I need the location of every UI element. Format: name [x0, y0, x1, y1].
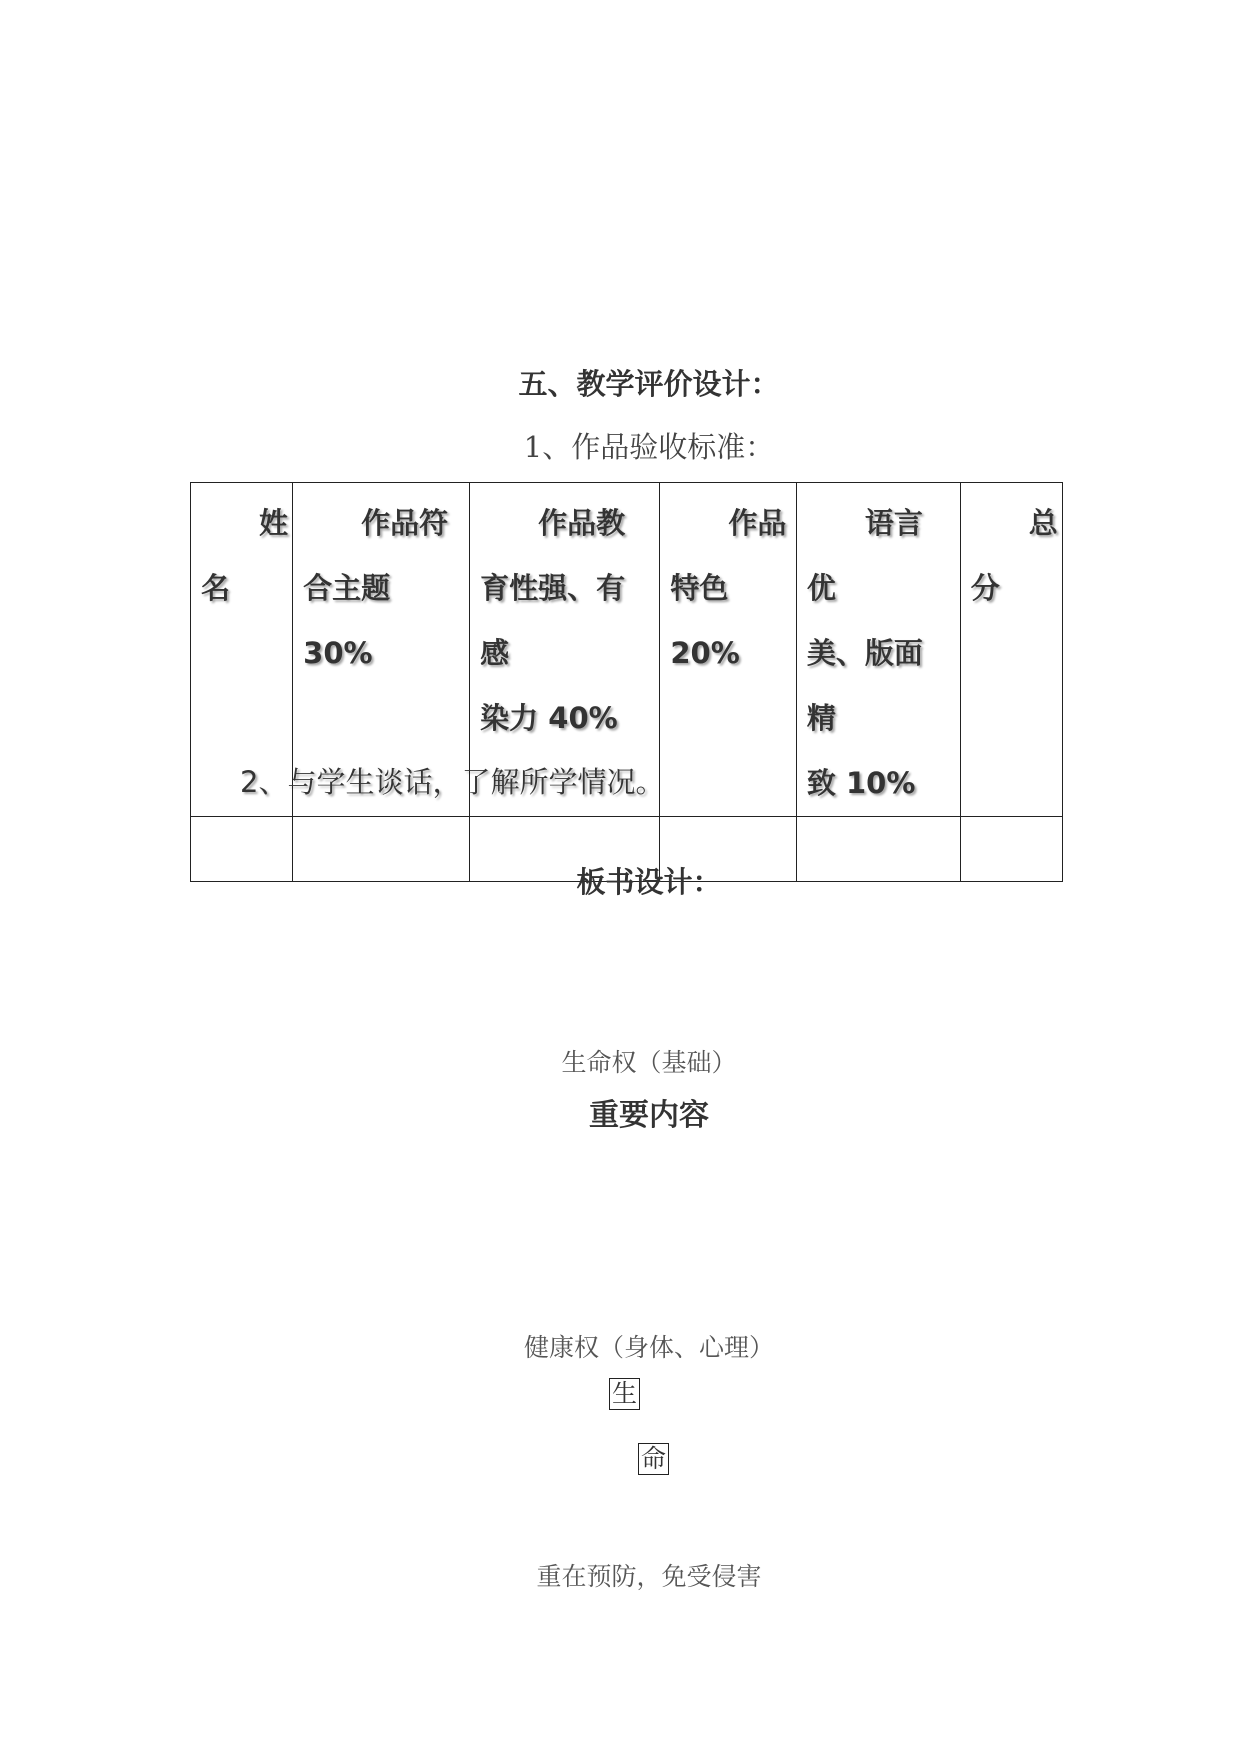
header-cell-total: 总 分: [960, 483, 1062, 817]
criteria-title: 1、作品验收标准：: [523, 430, 775, 464]
header-cell-feature: 作品 特色 20%: [660, 483, 797, 817]
talk-note: 2、与学生谈话，了解所学情况。: [240, 765, 665, 799]
evaluation-table: [190, 482, 1063, 882]
board-title: 板书设计：: [576, 865, 722, 899]
health-right-label: 健康权（身体、心理）: [523, 1333, 774, 1362]
key-content-label: 重要内容: [589, 1098, 709, 1133]
life-right-label: 生命权（基础）: [561, 1048, 737, 1077]
boxed-char-sheng: 生: [609, 1378, 640, 1410]
header-cell-education: 作品教 育性强、有感 染力 40%: [470, 483, 660, 817]
section-title: 五、教学评价设计：: [518, 367, 780, 401]
header-cell-name: 姓 名: [191, 483, 293, 817]
header-cell-theme: 作品符 合主题 30%: [293, 483, 470, 817]
boxed-char-ming: 命: [638, 1443, 669, 1475]
prevention-note: 重在预防，免受侵害: [536, 1562, 762, 1591]
header-cell-language: 语言优 美、版面精 致 10%: [796, 483, 960, 817]
